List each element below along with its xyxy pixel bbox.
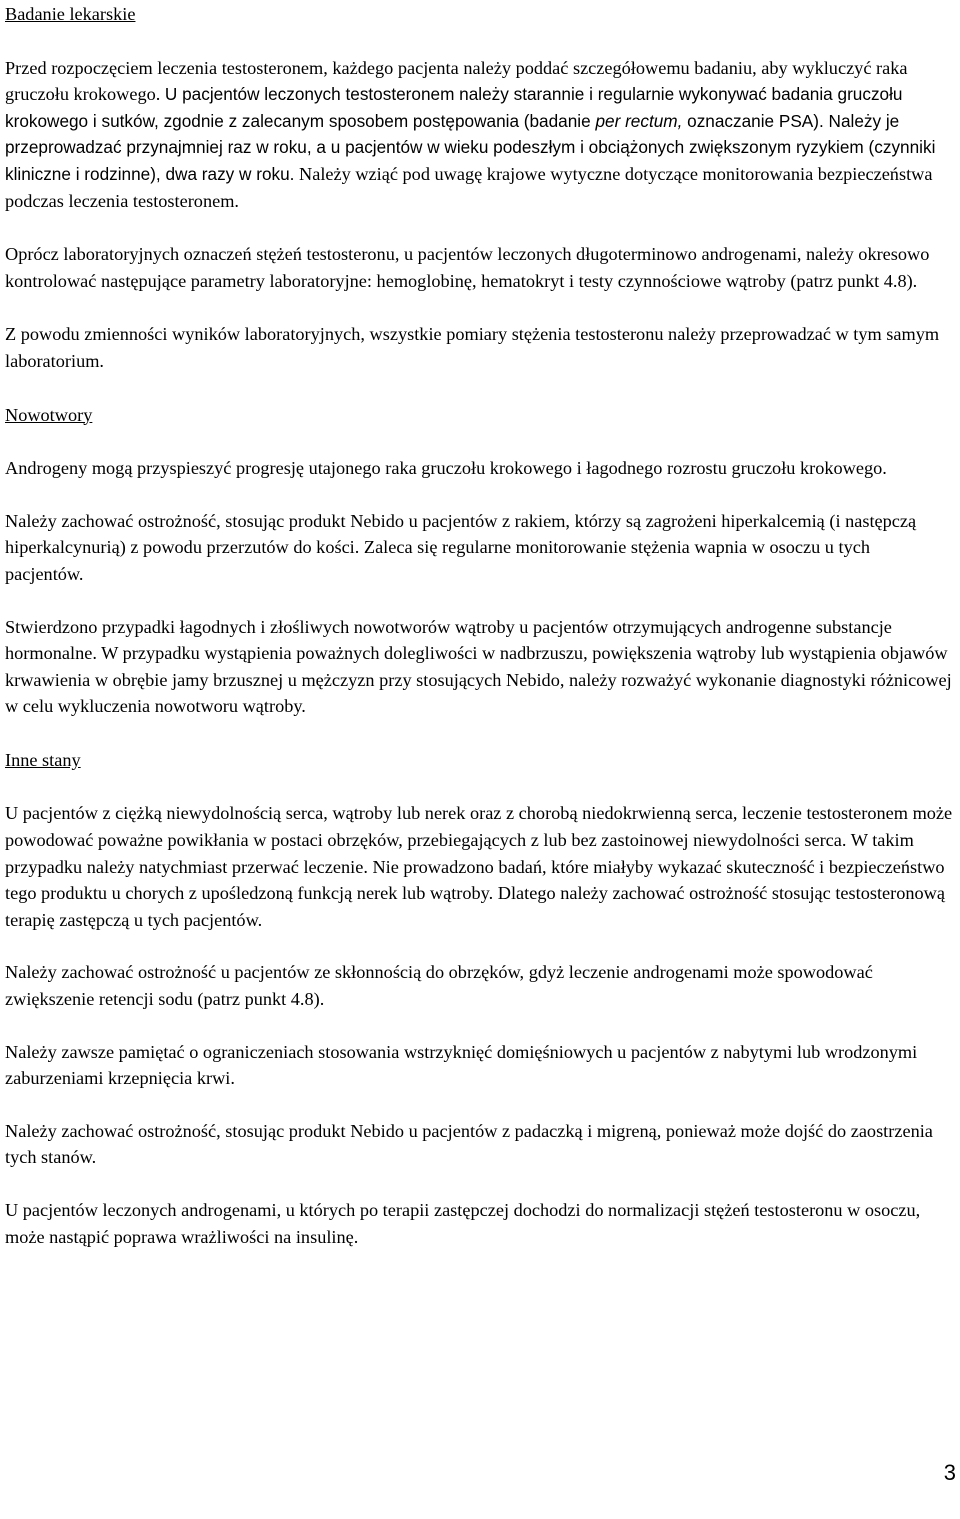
paragraph-badanie-2: Oprócz laboratoryjnych oznaczeń stężeń testosteronu, u pacjentów leczonych długoterminowo androgenami, należy okresowo kontrolować następujące parametry laboratoryjne: hemoglobinę, hematokryt i testy czynnościowe wątroby (patrz punkt 4.8). [5, 244, 930, 291]
paragraph-badanie-1-italic: per rectum, [595, 110, 683, 131]
paragraph-inne-5: U pacjentów leczonych androgenami, u których po terapii zastępczej dochodzi do normalizacji stężeń testosteronu w osoczu, może nastąpić poprawa wrażliwości na insulinę. [5, 1200, 921, 1247]
paragraph-inne-1: U pacjentów z ciężką niewydolnością serca, wątroby lub nerek oraz z chorobą niedokrwienną serca, leczenie testosteronem może powodować poważne powikłania w postaci obrzęków, przebiegających z lub bez zastoinowej niewydolności serca. W takim przypadku należy natychmiast przerwać leczenie. Nie prowadzono badań, które miałyby wykazać skuteczność i bezpieczeństwo tego produktu u chorych z upośledzoną funkcją nerek lub wątroby. Dlatego należy zachować ostrożność stosując testosteronową terapię zastępczą u tych pacjentów. [5, 803, 953, 930]
page-number: 3 [943, 1460, 956, 1485]
paragraph-badanie-1-c: oznaczanie PSA). Należy je przeprowadzać przynajmniej raz w roku, a u pacjentów w wieku podeszłym i obciążonych zwiększonym ryzykiem (czynniki kliniczne i rodzinne), dwa razy w roku. [5, 110, 936, 184]
paragraph-nowotwory-3: Stwierdzono przypadki łagodnych i złośliwych nowotworów wątroby u pacjentów otrzymujących androgenne substancje hormonalne. W przypadku wystąpienia poważnych dolegliwości w nadbrzuszu, powiększenia wątroby lub wystąpienia objawów krwawienia w obrębie jamy brzusznej u mężczyzn przy stosujących Nebido, należy rozważyć wykonanie diagnostyki różnicowej w celu wykluczenia nowotworu wątroby. [5, 616, 952, 717]
paragraph-inne-2: Należy zachować ostrożność u pacjentów ze skłonnością do obrzęków, gdyż leczenie androgenami może spowodować zwiększenie retencji sodu (patrz punkt 4.8). [5, 962, 873, 1010]
paragraph-inne-3: Należy zawsze pamiętać o ograniczeniach stosowania wstrzyknięć domięśniowych u pacjentów z nabytymi lub wrodzonymi zaburzeniami krzepnięcia krwi. [5, 1041, 918, 1089]
paragraph-inne-4: Należy zachować ostrożność, stosując produkt Nebido u pacjentów z padaczką i migreną, ponieważ może dojść do zaostrzenia tych stanów. [5, 1120, 933, 1168]
paragraph-badanie-1-d: Należy wziąć pod uwagę krajowe wytyczne dotyczące monitorowania bezpieczeństwa podczas leczenia testosteronem. [5, 163, 933, 211]
paragraph-nowotwory-2: Należy zachować ostrożność, stosując produkt Nebido u pacjentów z rakiem, którzy są zagrożeni hiperkalcemią (i następczą hiperkalcynurią) z powodu przerzutów do kości. Zaleca się regularne monitorowanie stężenia wapnia w osoczu u tych pacjentów. [5, 510, 917, 584]
paragraph-nowotwory-1: Androgeny mogą przyspieszyć progresję utajonego raka gruczołu krokowego i łagodnego rozrostu gruczołu krokowego. [5, 458, 887, 479]
heading-inne-stany: Inne stany [5, 749, 81, 770]
paragraph-badanie-1-a: Przed rozpoczęciem leczenia testosteronem, każdego pacjenta należy poddać szczegółowemu badaniu, aby wykluczyć raka gruczołu krokowego. [5, 57, 908, 105]
heading-nowotwory: Nowotwory [5, 404, 93, 425]
paragraph-badanie-1-b: U pacjentów leczonych testosteronem należy starannie i regularnie wykonywać badania gruczołu krokowego i sutków, zgodnie z zalecanym sposobem postępowania (badanie [5, 84, 903, 131]
paragraph-badanie-1 [5, 55, 953, 215]
document-page [5, 0, 953, 1250]
paragraph-badanie-3: Z powodu zmienności wyników laboratoryjnych, wszystkie pomiary stężenia testosteronu należy przeprowadzać w tym samym laboratorium. [5, 324, 940, 371]
heading-badanie-lekarskie: Badanie lekarskie [5, 4, 136, 24]
